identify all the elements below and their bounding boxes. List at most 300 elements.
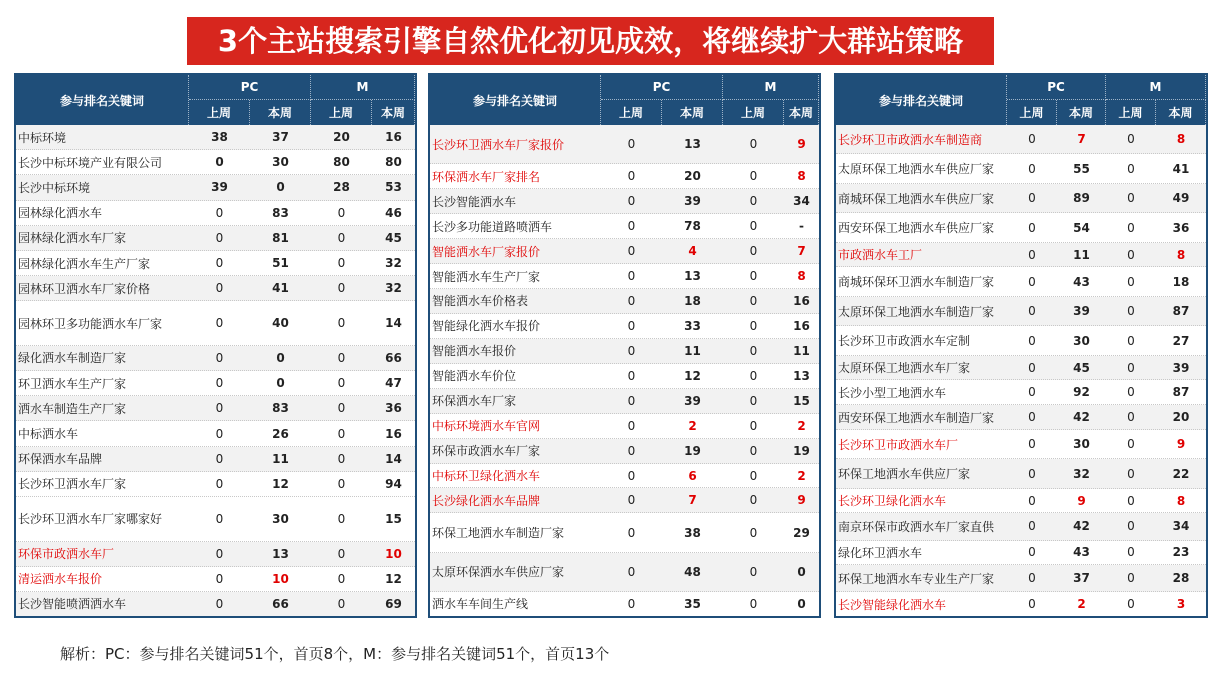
pc-last-week-cell: 0 <box>1028 493 1036 508</box>
table-row <box>430 239 819 264</box>
keyword-cell: 商城环保环卫洒水车制造厂家 <box>838 275 995 290</box>
keyword-cell: 园林环卫多功能洒水车厂家 <box>18 316 163 331</box>
m-last-week-cell: 0 <box>749 564 758 579</box>
keyword-cell: 长沙小型工地洒水车 <box>838 385 947 400</box>
pc-last-week-cell: 0 <box>1028 304 1036 319</box>
keyword-cell: 西安环保工地洒水车制造厂家 <box>838 410 995 425</box>
keyword-cell: 南京环保市政洒水车厂家直供 <box>838 519 995 534</box>
pc-last-week-cell: 0 <box>1028 360 1036 375</box>
pc-this-week-cell: 42 <box>1073 410 1090 425</box>
table-row <box>16 447 415 472</box>
m-this-week-cell: 8 <box>797 269 806 284</box>
m-last-week-cell: 0 <box>1127 571 1135 586</box>
pc-group-header: PC <box>1007 75 1106 100</box>
m-last-week-header: 上周 <box>723 100 784 125</box>
pc-this-week-cell: 38 <box>684 525 701 540</box>
keyword-cell: 绿化洒水车制造厂家 <box>18 351 127 366</box>
keyword-cell: 长沙环卫洒水车厂家报价 <box>432 137 565 152</box>
pc-this-week-cell: 26 <box>272 426 289 441</box>
table-row <box>836 380 1206 405</box>
m-last-week-cell: 0 <box>337 426 346 441</box>
m-last-week-cell: 0 <box>337 401 346 416</box>
m-group-header: M <box>1106 75 1206 100</box>
keyword-column-header: 参与排名关键词 <box>16 75 189 125</box>
keyword-cell: 智能洒水车厂家报价 <box>432 244 541 259</box>
pc-this-week-cell: 39 <box>684 393 701 408</box>
keyword-cell: 太原环保工地洒水车厂家 <box>838 361 971 376</box>
m-this-week-cell: - <box>799 219 804 234</box>
m-last-week-cell: 0 <box>749 318 758 333</box>
table-row <box>836 184 1206 213</box>
pc-last-week-cell: 0 <box>215 476 224 491</box>
m-last-week-cell: 0 <box>749 393 758 408</box>
m-this-week-cell: 34 <box>793 194 810 209</box>
m-this-week-cell: 22 <box>1172 466 1190 481</box>
keyword-cell: 环保洒水车厂家排名 <box>432 169 541 184</box>
m-this-week-cell: 15 <box>385 511 402 526</box>
m-this-week-cell: 87 <box>1172 304 1190 319</box>
m-this-week-cell: 80 <box>385 155 402 170</box>
pc-this-week-cell: 9 <box>1077 493 1086 508</box>
keyword-cell: 环保洒水车厂家 <box>432 394 517 409</box>
pc-last-week-cell: 39 <box>211 180 228 195</box>
m-last-week-cell: 0 <box>749 525 758 540</box>
m-last-week-cell: 0 <box>749 293 758 308</box>
keyword-cell: 长沙中标环境 <box>18 180 91 195</box>
m-this-week-header: 本周 <box>1156 100 1206 125</box>
keyword-cell: 智能洒水车生产厂家 <box>432 269 541 284</box>
pc-this-week-cell: 43 <box>1073 545 1090 560</box>
table-row <box>16 175 415 200</box>
keyword-cell: 智能洒水车报价 <box>432 344 517 359</box>
pc-last-week-cell: 0 <box>1028 161 1036 176</box>
pc-this-week-cell: 51 <box>272 256 289 271</box>
pc-this-week-cell: 20 <box>684 169 701 184</box>
m-this-week-header: 本周 <box>372 100 415 125</box>
keyword-cell: 长沙环卫市政洒水车定制 <box>838 334 971 349</box>
pc-last-week-cell: 0 <box>1028 247 1036 262</box>
table-row <box>836 154 1206 183</box>
m-this-week-cell: 12 <box>385 571 402 586</box>
m-last-week-cell: 80 <box>333 155 350 170</box>
table-row <box>836 356 1206 381</box>
table-row <box>16 301 415 346</box>
pc-last-week-cell: 0 <box>1028 597 1036 612</box>
m-this-week-cell: 36 <box>1172 220 1190 235</box>
keyword-cell: 智能绿化洒水车报价 <box>432 319 541 334</box>
table-row <box>430 164 819 189</box>
table-row <box>430 214 819 239</box>
keyword-cell: 西安环保工地洒水车供应厂家 <box>838 221 995 236</box>
pc-this-week-cell: 12 <box>272 476 289 491</box>
pc-this-week-cell: 19 <box>684 443 701 458</box>
pc-last-week-cell: 0 <box>627 293 636 308</box>
pc-this-week-cell: 55 <box>1073 161 1090 176</box>
m-last-week-cell: 0 <box>749 493 758 508</box>
m-this-week-cell: 2 <box>797 418 806 433</box>
m-this-week-cell: 8 <box>797 169 806 184</box>
pc-last-week-cell: 0 <box>215 401 224 416</box>
table-header <box>836 75 1206 125</box>
keyword-cell: 绿化环卫洒水车 <box>838 545 923 560</box>
m-this-week-cell: 8 <box>1176 247 1186 262</box>
keyword-cell: 智能洒水车价格表 <box>432 294 529 309</box>
m-this-week-cell: 28 <box>1172 571 1190 586</box>
pc-group-header: PC <box>189 75 311 100</box>
keyword-cell: 环卫洒水车生产厂家 <box>18 376 127 391</box>
m-this-week-cell: 29 <box>793 525 810 540</box>
m-last-week-cell: 0 <box>1127 360 1135 375</box>
m-last-week-header: 上周 <box>311 100 372 125</box>
pc-last-week-cell: 0 <box>215 546 224 561</box>
m-last-week-cell: 0 <box>1127 437 1135 452</box>
keyword-cell: 洒水车制造生产厂家 <box>18 401 127 416</box>
table-row <box>16 346 415 371</box>
m-this-week-cell: 9 <box>797 137 806 152</box>
keyword-cell: 清运洒水车报价 <box>18 572 103 587</box>
table-row <box>16 567 415 592</box>
pc-this-week-cell: 0 <box>276 180 285 195</box>
pc-last-week-cell: 0 <box>1028 220 1036 235</box>
m-last-week-cell: 0 <box>1127 132 1135 147</box>
table-row <box>16 421 415 446</box>
keyword-cell: 长沙环卫洒水车厂家 <box>18 477 127 492</box>
keyword-cell: 长沙环卫洒水车厂家哪家好 <box>18 512 163 527</box>
keyword-cell: 环保工地洒水车专业生产厂家 <box>838 571 995 586</box>
m-last-week-cell: 0 <box>337 350 346 365</box>
keyword-cell: 长沙环卫绿化洒水车 <box>838 494 947 509</box>
m-last-week-cell: 0 <box>1127 545 1135 560</box>
keyword-cell: 太原环保工地洒水车制造厂家 <box>838 304 995 319</box>
m-this-week-cell: 47 <box>385 376 402 391</box>
table-row <box>16 396 415 421</box>
table-row <box>430 414 819 439</box>
table-row <box>16 472 415 497</box>
keyword-cell: 洒水车车间生产线 <box>432 597 529 612</box>
pc-last-week-cell: 0 <box>627 368 636 383</box>
keyword-cell: 园林绿化洒水车生产厂家 <box>18 256 151 271</box>
pc-this-week-cell: 78 <box>684 219 701 234</box>
pc-this-week-cell: 11 <box>272 451 289 466</box>
table-row <box>430 125 819 164</box>
table-row <box>430 513 819 552</box>
m-this-week-cell: 14 <box>385 451 402 466</box>
pc-last-week-cell: 0 <box>627 219 636 234</box>
pc-last-week-cell: 0 <box>627 564 636 579</box>
pc-this-week-cell: 40 <box>272 316 289 331</box>
table-row <box>836 213 1206 242</box>
m-last-week-cell: 0 <box>1127 410 1135 425</box>
m-this-week-cell: 69 <box>385 596 402 611</box>
keyword-cell: 长沙智能洒水车 <box>432 194 517 209</box>
keyword-cell: 长沙智能喷洒洒水车 <box>18 597 127 612</box>
keyword-cell: 中标洒水车 <box>18 427 79 441</box>
keyword-cell: 长沙智能绿化洒水车 <box>838 597 947 612</box>
m-this-week-cell: 32 <box>385 256 402 271</box>
m-this-week-cell: 19 <box>793 443 810 458</box>
m-this-week-cell: 16 <box>385 130 402 145</box>
m-last-week-cell: 0 <box>749 443 758 458</box>
page-title: 3个主站搜索引擎自然优化初见成效，将继续扩大群站策略 <box>187 17 994 65</box>
table-row <box>836 541 1206 566</box>
keyword-cell: 太原环保洒水车供应厂家 <box>432 565 565 580</box>
pc-this-week-cell: 12 <box>684 368 701 383</box>
table-row <box>430 592 819 616</box>
keyword-cell: 市政洒水车工厂 <box>838 248 923 263</box>
pc-this-week-header: 本周 <box>662 100 723 125</box>
keyword-cell: 中标环境 <box>18 130 67 145</box>
keyword-cell: 长沙环卫市政洒水车制造商 <box>838 132 983 147</box>
keyword-cell: 园林绿化洒水车 <box>18 206 103 221</box>
m-last-week-cell: 0 <box>1127 333 1135 348</box>
pc-this-week-cell: 18 <box>684 293 701 308</box>
m-last-week-cell: 0 <box>749 219 758 234</box>
table-header <box>430 75 819 125</box>
pc-last-week-cell: 0 <box>1028 385 1036 400</box>
table-row <box>16 592 415 616</box>
m-this-week-cell: 9 <box>1176 437 1186 452</box>
pc-this-week-cell: 0 <box>276 376 285 391</box>
pc-this-week-cell: 35 <box>684 596 701 611</box>
table-row <box>836 405 1206 430</box>
m-this-week-cell: 53 <box>385 180 402 195</box>
keyword-cell: 园林环卫洒水车厂家价格 <box>18 281 151 296</box>
pc-last-week-cell: 0 <box>627 194 636 209</box>
keyword-cell: 商城环保工地洒水车供应厂家 <box>838 191 995 206</box>
pc-last-week-cell: 0 <box>215 451 224 466</box>
pc-last-week-cell: 0 <box>627 269 636 284</box>
table-row <box>430 289 819 314</box>
pc-this-week-cell: 66 <box>272 596 289 611</box>
m-this-week-cell: 34 <box>1172 519 1190 534</box>
pc-last-week-cell: 0 <box>1028 571 1036 586</box>
pc-this-week-cell: 13 <box>684 137 701 152</box>
m-last-week-cell: 0 <box>1127 161 1135 176</box>
pc-this-week-cell: 92 <box>1073 385 1090 400</box>
pc-last-week-cell: 0 <box>1028 132 1036 147</box>
table-row <box>16 497 415 542</box>
table-row <box>836 489 1206 514</box>
m-this-week-cell: 2 <box>797 468 806 483</box>
m-last-week-cell: 0 <box>1127 191 1135 206</box>
m-last-week-cell: 0 <box>337 511 346 526</box>
pc-last-week-cell: 0 <box>627 596 636 611</box>
m-last-week-cell: 28 <box>333 180 350 195</box>
m-last-week-cell: 0 <box>749 468 758 483</box>
table-header <box>16 75 415 125</box>
m-this-week-cell: 36 <box>385 401 402 416</box>
m-last-week-cell: 0 <box>749 137 758 152</box>
pc-last-week-cell: 0 <box>215 596 224 611</box>
pc-last-week-cell: 0 <box>215 571 224 586</box>
m-last-week-cell: 0 <box>749 343 758 358</box>
table-row <box>430 189 819 214</box>
table-row <box>836 459 1206 488</box>
m-this-week-cell: 8 <box>1176 493 1186 508</box>
pc-last-week-cell: 0 <box>627 468 636 483</box>
m-this-week-cell: 41 <box>1172 161 1190 176</box>
pc-this-week-cell: 30 <box>1073 437 1090 452</box>
m-last-week-cell: 0 <box>1127 247 1135 262</box>
keyword-cell: 长沙绿化洒水车品牌 <box>432 493 541 508</box>
keyword-table-2 <box>428 73 821 618</box>
table-row <box>16 371 415 396</box>
pc-last-week-header: 上周 <box>1007 100 1057 125</box>
pc-this-week-cell: 83 <box>272 205 289 220</box>
m-last-week-cell: 0 <box>749 169 758 184</box>
table-row <box>836 430 1206 459</box>
m-this-week-cell: 46 <box>385 205 402 220</box>
m-last-week-cell: 0 <box>1127 466 1135 481</box>
m-last-week-cell: 0 <box>337 476 346 491</box>
keyword-cell: 环保洒水车品牌 <box>18 452 103 467</box>
m-this-week-cell: 87 <box>1172 385 1190 400</box>
pc-last-week-cell: 0 <box>215 426 224 441</box>
pc-last-week-cell: 0 <box>627 343 636 358</box>
pc-this-week-cell: 41 <box>272 281 289 296</box>
table-row <box>430 389 819 414</box>
m-this-week-cell: 23 <box>1172 545 1190 560</box>
table-row <box>16 251 415 276</box>
pc-this-week-cell: 30 <box>1073 333 1090 348</box>
keyword-cell: 长沙环卫市政洒水车厂 <box>838 437 959 452</box>
m-last-week-cell: 0 <box>337 596 346 611</box>
table-row <box>430 364 819 389</box>
m-this-week-cell: 49 <box>1172 191 1190 206</box>
m-this-week-cell: 7 <box>797 244 806 259</box>
m-this-week-cell: 9 <box>797 493 806 508</box>
m-this-week-cell: 32 <box>385 281 402 296</box>
pc-last-week-cell: 0 <box>627 493 636 508</box>
table-body <box>430 125 819 616</box>
pc-last-week-header: 上周 <box>189 100 250 125</box>
m-last-week-cell: 0 <box>337 281 346 296</box>
pc-last-week-cell: 0 <box>1028 437 1036 452</box>
pc-this-week-cell: 4 <box>688 244 697 259</box>
keyword-cell: 环保工地洒水车供应厂家 <box>838 467 971 482</box>
keyword-cell: 园林绿化洒水车厂家 <box>18 231 127 246</box>
pc-last-week-cell: 38 <box>211 130 228 145</box>
pc-this-week-cell: 6 <box>688 468 697 483</box>
keyword-cell: 长沙中标环境产业有限公司 <box>18 155 163 170</box>
pc-this-week-cell: 10 <box>272 571 289 586</box>
pc-this-week-cell: 89 <box>1073 191 1090 206</box>
pc-this-week-cell: 0 <box>276 350 285 365</box>
m-this-week-cell: 10 <box>385 546 402 561</box>
pc-last-week-cell: 0 <box>215 205 224 220</box>
table-row <box>836 243 1206 268</box>
m-this-week-cell: 66 <box>385 350 402 365</box>
pc-this-week-cell: 81 <box>272 230 289 245</box>
pc-last-week-cell: 0 <box>215 155 224 170</box>
pc-last-week-cell: 0 <box>215 256 224 271</box>
m-this-week-cell: 18 <box>1172 274 1190 289</box>
pc-last-week-cell: 0 <box>1028 466 1036 481</box>
m-this-week-cell: 13 <box>793 368 810 383</box>
pc-last-week-cell: 0 <box>215 230 224 245</box>
table-body <box>16 125 415 616</box>
pc-this-week-cell: 54 <box>1073 220 1090 235</box>
pc-last-week-cell: 0 <box>1028 410 1036 425</box>
m-this-week-cell: 16 <box>793 293 810 308</box>
table-row <box>836 565 1206 592</box>
keyword-table-1 <box>14 73 417 618</box>
table-row <box>430 264 819 289</box>
m-last-week-cell: 0 <box>337 316 346 331</box>
m-last-week-cell: 0 <box>749 596 758 611</box>
keyword-table-3 <box>834 73 1208 618</box>
m-this-week-cell: 8 <box>1176 132 1186 147</box>
pc-this-week-cell: 39 <box>1073 304 1090 319</box>
keyword-cell: 智能洒水车价位 <box>432 369 517 384</box>
pc-this-week-cell: 83 <box>272 401 289 416</box>
m-last-week-cell: 0 <box>1127 220 1135 235</box>
pc-this-week-cell: 37 <box>1073 571 1090 586</box>
m-this-week-cell: 20 <box>1172 410 1190 425</box>
table-row <box>16 125 415 150</box>
m-this-week-cell: 14 <box>385 316 402 331</box>
table-row <box>836 326 1206 355</box>
pc-last-week-cell: 0 <box>1028 545 1036 560</box>
pc-last-week-cell: 0 <box>1028 274 1036 289</box>
table-body <box>836 125 1206 616</box>
pc-last-week-cell: 0 <box>627 443 636 458</box>
table-row <box>16 226 415 251</box>
table-row <box>836 297 1206 326</box>
keyword-column-header: 参与排名关键词 <box>430 75 601 125</box>
m-last-week-cell: 0 <box>749 244 758 259</box>
table-row <box>430 339 819 364</box>
pc-this-week-cell: 33 <box>684 318 701 333</box>
pc-last-week-cell: 0 <box>215 350 224 365</box>
keyword-cell: 环保市政洒水车厂 <box>18 547 115 562</box>
table-row <box>16 276 415 301</box>
m-last-week-header: 上周 <box>1106 100 1156 125</box>
table-row <box>430 439 819 464</box>
m-last-week-cell: 0 <box>337 256 346 271</box>
table-row <box>16 150 415 175</box>
m-last-week-cell: 0 <box>337 376 346 391</box>
table-row <box>16 542 415 567</box>
m-last-week-cell: 0 <box>749 368 758 383</box>
table-row <box>836 513 1206 540</box>
pc-this-week-cell: 11 <box>1073 247 1090 262</box>
pc-this-week-cell: 32 <box>1073 466 1090 481</box>
table-row <box>16 201 415 226</box>
m-last-week-cell: 0 <box>749 418 758 433</box>
m-this-week-cell: 16 <box>385 426 402 441</box>
keyword-column-header: 参与排名关键词 <box>836 75 1007 125</box>
pc-this-week-cell: 43 <box>1073 274 1090 289</box>
pc-this-week-cell: 7 <box>688 493 697 508</box>
pc-this-week-cell: 45 <box>1073 360 1090 375</box>
m-last-week-cell: 0 <box>337 451 346 466</box>
pc-last-week-cell: 0 <box>627 244 636 259</box>
pc-last-week-header: 上周 <box>601 100 662 125</box>
m-group-header: M <box>311 75 415 100</box>
table-row <box>430 488 819 513</box>
m-last-week-cell: 20 <box>333 130 350 145</box>
m-this-week-cell: 94 <box>385 476 402 491</box>
m-this-week-cell: 15 <box>793 393 810 408</box>
m-this-week-cell: 11 <box>793 343 810 358</box>
table-row <box>836 125 1206 154</box>
m-last-week-cell: 0 <box>1127 597 1135 612</box>
pc-last-week-cell: 0 <box>215 511 224 526</box>
m-last-week-cell: 0 <box>749 269 758 284</box>
table-row <box>836 592 1206 616</box>
pc-this-week-cell: 30 <box>272 511 289 526</box>
